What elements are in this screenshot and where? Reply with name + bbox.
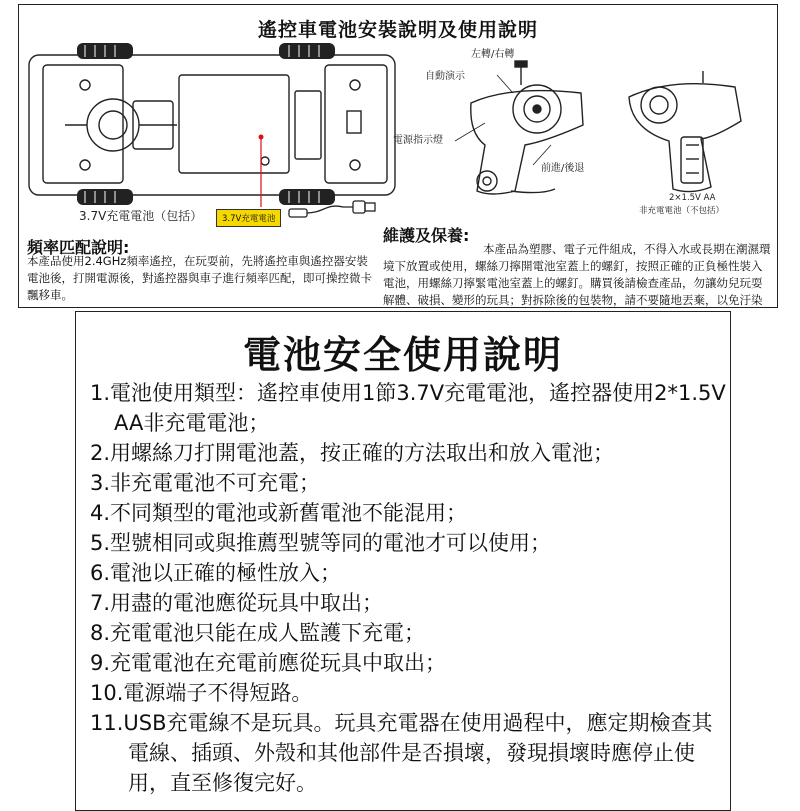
safety-rule: 7.用盡的電池應從玩具中取出； [90, 591, 384, 615]
remote-side-illustration [611, 67, 761, 199]
safety-rule: 8.充電電池只能在成人監護下充電； [90, 621, 426, 645]
safety-rule: 4.不同類型的電池或新舊電池不能混用； [90, 501, 468, 525]
maintenance-heading: 維護及保養: [383, 226, 470, 245]
remote-battery-label-1: 2×1.5V AA [669, 193, 716, 203]
safety-rule: 10.電源端子不得短路。 [90, 681, 313, 705]
instruction-sheet [18, 4, 778, 308]
power-light-label: 電源指示燈 [393, 135, 443, 146]
usb-cable-illustration [287, 197, 379, 227]
safety-rule: 5.型號相同或與推薦型號等同的電池才可以使用； [90, 531, 552, 555]
sheet-title: 遙控車電池安裝說明及使用說明 [257, 19, 538, 41]
pairing-heading: 頻率匹配說明: [27, 238, 130, 257]
safety-rule: 1.電池使用類型：遙控車使用1節3.7V充電電池，遙控器使用2*1.5V AA非充電電池； [90, 381, 726, 435]
safety-rule: 11.USB充電線不是玩具。玩具充電器在使用過程中，應定期檢查其電線、插頭、外殼和其他部件是否損壞，發現損壞時應停止使用，直至修復完好。 [90, 711, 713, 795]
forward-back-label: 前進/後退 [541, 163, 585, 174]
safety-rule: 3.非充電電池不可充電； [90, 471, 321, 495]
battery-safety-panel [75, 311, 731, 811]
battery-tag: 3.7V充電電池 [216, 209, 281, 227]
pairing-text: 本產品使用2.4GHz頻率遙控，在玩耍前，先將遙控車與遙控器安裝電池後，打開電源後，對遙控器與車子進行頻率匹配，即可操控微卡飄移車。 [27, 254, 372, 302]
steer-label: 左轉/右轉 [471, 49, 515, 60]
safety-title: 電池安全使用說明 [242, 333, 563, 377]
remote-front-illustration [451, 45, 601, 201]
safety-rule: 2.用螺絲刀打開電池蓋，按正確的方法取出和放入電池； [90, 441, 615, 465]
safety-rules-list [90, 378, 726, 798]
auto-demo-label: 自動演示 [425, 71, 465, 82]
remote-battery-label-2: 非充電電池（不包括） [639, 206, 725, 216]
car-chassis-illustration [25, 41, 405, 207]
safety-rule: 6.電池以正確的極性放入； [90, 561, 342, 585]
maintenance-text: 本產品為塑膠、電子元件組成，不得入水或長期在潮濕環境下放置或使用，螺絲刀擰開電池室蓋上的螺釘，按照正確的正負極性裝入電池，用螺絲刀擰緊電池室蓋上的螺釘。購買後請檢查產品，勿讓幼兒玩耍解體、破損、變形的玩具；對拆除後的包裝物，請不要隨地丟棄，以免汙染 [383, 242, 771, 307]
safety-rule: 9.充電電池在充電前應從玩具中取出； [90, 651, 447, 675]
car-battery-label: 3.7V充電電池（包括） [79, 209, 203, 223]
